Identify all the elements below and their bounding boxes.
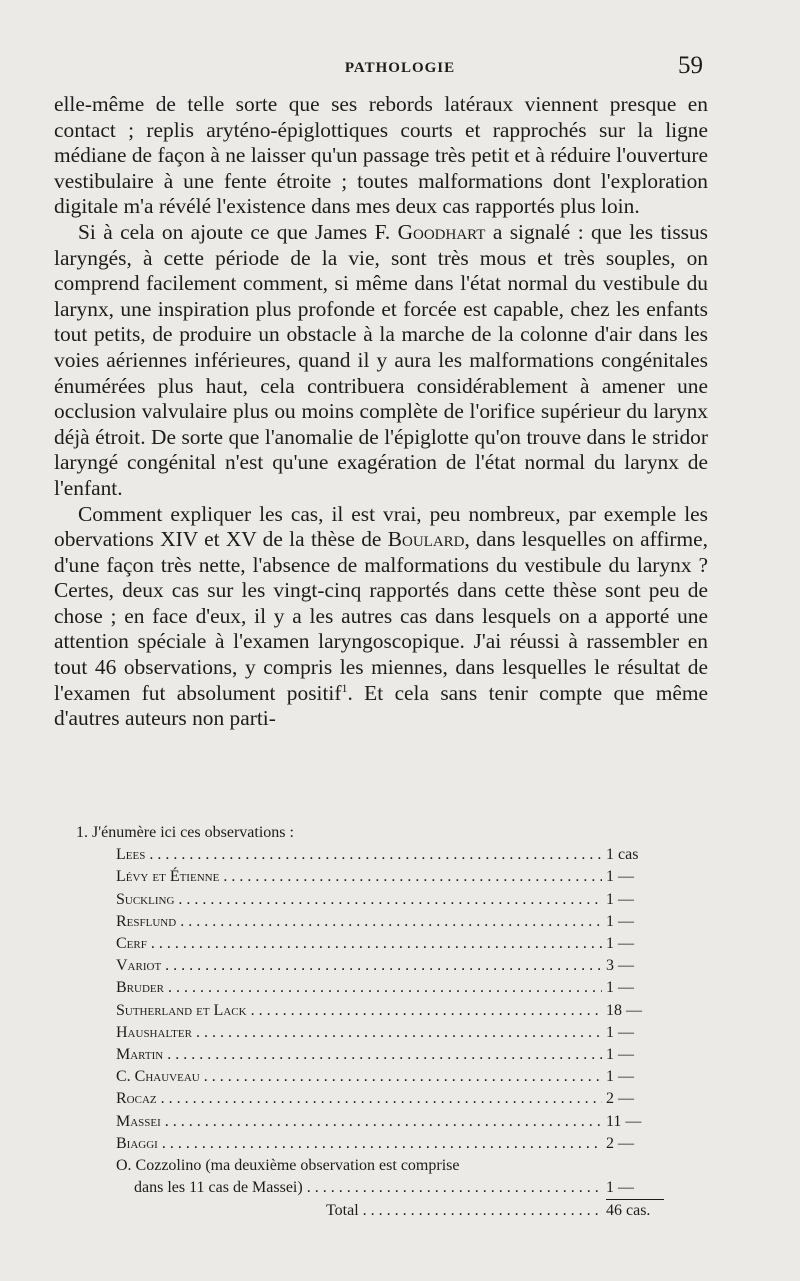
observation-note-line-1: O. Cozzolino (ma deuxième observation est comprise: [116, 1157, 460, 1175]
observation-author: Resflund: [116, 912, 177, 930]
paragraph-3-end: . Et cela sans tenir compte que même d'autres auteurs non parti-: [54, 680, 708, 731]
paragraph-3-start: Comment expliquer les cas, il est vrai, peu nombreux, par exemple les obervations XIV et XV de la thèse de: [54, 501, 708, 552]
observation-row: [76, 977, 664, 999]
observation-row: [76, 1088, 664, 1110]
observation-author: Cerf: [116, 935, 147, 953]
observation-count: 11 —: [606, 1112, 642, 1130]
observation-count: 2 —: [606, 1090, 634, 1108]
observation-row: [76, 1000, 664, 1022]
observation-count: 1 —: [606, 1023, 634, 1041]
observation-note-text: dans les 11 cas de Massei): [134, 1179, 303, 1197]
author-name-boulard: Boulard: [387, 527, 465, 552]
observation-author: Sutherland et Lack: [116, 1001, 247, 1019]
dot-leader: [149, 844, 602, 866]
observation-author: Bruder: [116, 979, 164, 997]
dot-leader: [151, 933, 602, 955]
observation-row: [76, 1044, 664, 1066]
dot-leader: [251, 1000, 602, 1022]
observation-row: [76, 844, 664, 866]
observation-count: 1 —: [606, 1068, 634, 1086]
paragraph-2-end: a signalé : que les tissus laryngés, à cette période de la vie, sont très mous et très souples, on comprend facilement comment, si même dans l'état normal du vestibule du larynx, une inspiration plus profonde et forcée est capable, chez les enfants tout petits, de produire un obstacle à la marche de la colonne d'air dans les voies aériennes inférieures, quand il y aura les malformations congénitales énumérées plus haut, cela contribuera considérablement à amener une occlusion valvulaire plus ou moins complète de l'orifice supérieur du larynx déjà étroit. De sorte que l'anomalie de l'épiglotte qu'on trouve dans le stridor laryngé congénital n'est qu'une exagération de l'état normal du larynx de l'enfant.: [54, 219, 708, 500]
observation-author: Rocaz: [116, 1090, 157, 1108]
dot-leader: [307, 1177, 602, 1199]
author-name-goodhart: Goodhart: [397, 219, 486, 244]
observation-count: 2 —: [606, 1134, 634, 1152]
observation-count: 3 —: [606, 957, 634, 975]
paragraph-2-start: Si à cela on ajoute ce que James F.: [78, 219, 398, 244]
observation-count: 1 —: [606, 890, 634, 908]
observation-count: 1 —: [606, 979, 634, 997]
observation-author: Lees: [116, 846, 146, 864]
observation-row: [76, 1133, 664, 1155]
observation-author: Martin: [116, 1046, 164, 1064]
observation-author: Lévy et Étienne: [116, 868, 220, 886]
observation-author: Suckling: [116, 890, 175, 908]
observation-count: 1 —: [606, 935, 634, 953]
main-text: [54, 92, 708, 732]
running-title: PATHOLOGIE: [344, 60, 456, 76]
dot-leader: [161, 1088, 602, 1110]
observation-row: [76, 866, 664, 888]
observation-note-line-2: [76, 1177, 664, 1200]
observation-author: C. Chauveau: [116, 1068, 200, 1086]
dot-leader: [168, 977, 602, 999]
total-row: [76, 1200, 664, 1222]
dot-leader: [223, 866, 602, 888]
observation-row: [76, 1022, 664, 1044]
paragraph-3-middle: , dans lesquelles on affirme, d'une façon très nette, l'absence de malformations du vestibule du larynx ? Certes, deux cas sur les vingt-cinq rapportés dans cette thèse sont peu de chose ; en face d'eux, il y a les autres cas dans lesquels on a apporté une attention spéciale à l'examen laryngoscopique. J'ai réussi à rassembler en tout 46 observations, y compris les miennes, dans lesquelles le résultat de l'examen fut absolument positif: [54, 527, 708, 705]
page-header: [0, 50, 800, 82]
paragraph-1: elle-même de telle sorte que ses rebords latéraux viennent presque en contact ; replis aryténo-épiglottiques courts et rapprochés sur la ligne médiane de façon à ne laisser qu'un passage très petit et à réduire l'ouverture vestibulaire à une fente étroite ; toutes malformations dont l'exploration digitale m'a révélé l'existence dans mes deux cas rapportés plus loin.: [54, 92, 708, 219]
observation-author: Variot: [116, 957, 162, 975]
observation-count: 1 —: [606, 868, 634, 886]
dot-leader: [363, 1200, 602, 1222]
dot-leader: [167, 1044, 602, 1066]
observation-row: [76, 933, 664, 955]
dot-leader: [165, 955, 602, 977]
observation-count: 1 —: [606, 1046, 634, 1064]
dot-leader: [178, 889, 602, 911]
observation-count: 1 cas: [606, 846, 639, 864]
paragraph-3: [54, 502, 708, 732]
footnote-block: [76, 822, 664, 1223]
total-label: Total: [326, 1202, 359, 1220]
observation-author: Massei: [116, 1112, 161, 1130]
observation-row: [76, 1066, 664, 1088]
footnote-reference: 1: [341, 680, 348, 695]
dot-leader: [196, 1022, 602, 1044]
dot-leader: [162, 1133, 602, 1155]
observation-count: 1 —: [606, 912, 634, 930]
footnote-marker: 1.: [76, 824, 88, 841]
observation-count: 18 —: [606, 1001, 642, 1019]
dot-leader: [180, 911, 602, 933]
observation-author: Biaggi: [116, 1134, 158, 1152]
observation-row: [76, 889, 664, 911]
observation-row: [76, 955, 664, 977]
total-count: 46 cas.: [606, 1202, 651, 1220]
page-number: 59: [678, 52, 703, 79]
footnote-intro-text: J'énumère ici ces observations :: [92, 824, 294, 841]
observation-list: [76, 844, 664, 1155]
footnote-intro: [76, 822, 664, 844]
observation-row: [76, 1111, 664, 1133]
dot-leader: [165, 1111, 602, 1133]
observation-author: Haushalter: [116, 1023, 192, 1041]
observation-note-count: 1 —: [606, 1177, 664, 1200]
observation-row: [76, 911, 664, 933]
dot-leader: [204, 1066, 602, 1088]
paragraph-2: [54, 220, 708, 502]
